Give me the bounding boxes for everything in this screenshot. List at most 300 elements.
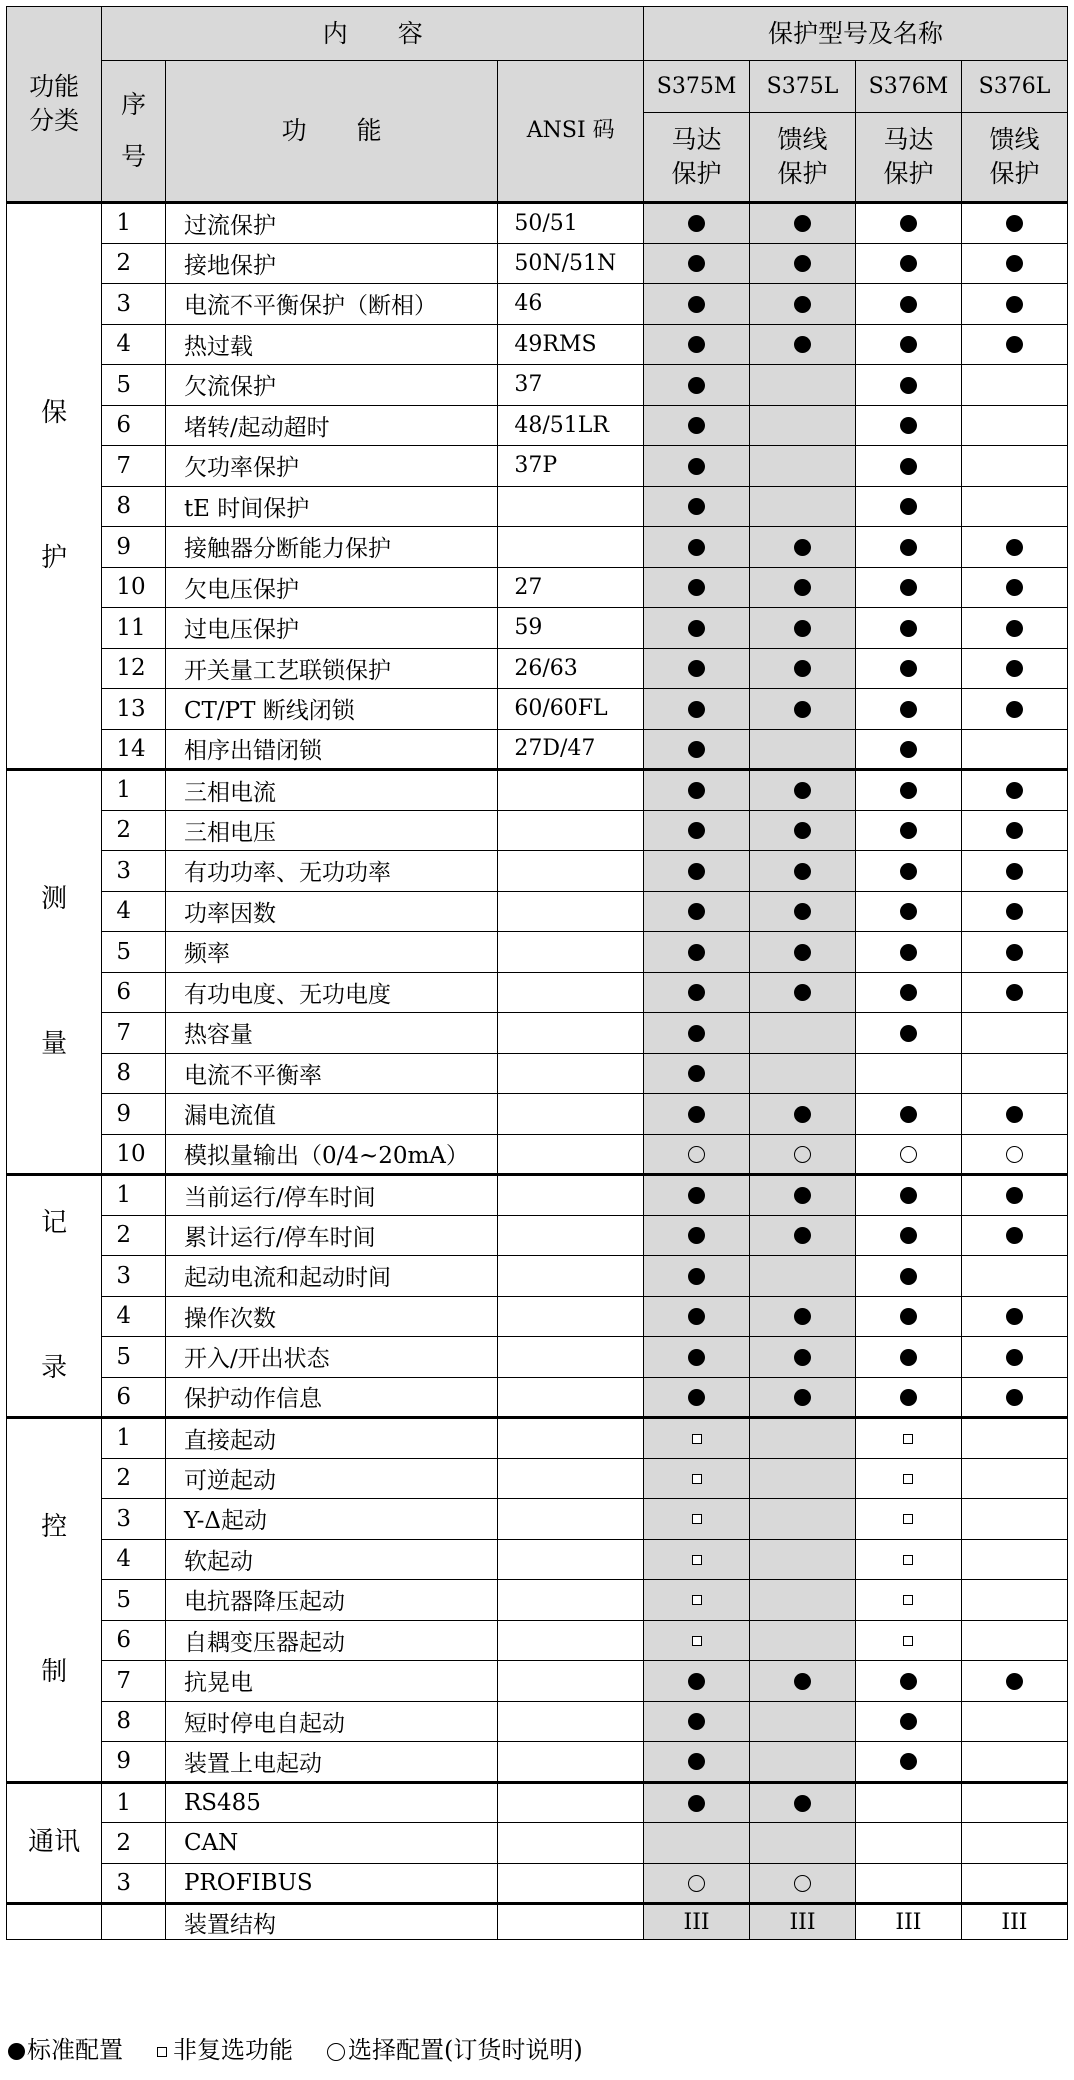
standard-config-dot-icon bbox=[794, 539, 811, 556]
config-mark-S376M bbox=[855, 1337, 961, 1378]
config-mark-S375M bbox=[644, 648, 750, 689]
config-mark-S375L bbox=[750, 1539, 856, 1580]
row-number: 14 bbox=[102, 729, 166, 770]
non-multiselect-square-icon bbox=[903, 1555, 913, 1565]
config-mark-S375M bbox=[644, 891, 750, 932]
row-number: 3 bbox=[102, 1256, 166, 1297]
config-mark-S375L bbox=[750, 1863, 856, 1904]
standard-config-dot-icon bbox=[688, 417, 705, 434]
non-multiselect-square-icon bbox=[903, 1474, 913, 1484]
row-number: 4 bbox=[102, 1296, 166, 1337]
ansi-code bbox=[498, 770, 644, 811]
ansi-code bbox=[498, 1296, 644, 1337]
standard-config-dot-icon bbox=[900, 1227, 917, 1244]
config-mark-S375L bbox=[750, 1782, 856, 1823]
function-name: 三相电压 bbox=[165, 810, 497, 851]
config-mark-S376M bbox=[855, 1013, 961, 1054]
table-row bbox=[7, 729, 1068, 770]
config-mark-S376M bbox=[855, 1620, 961, 1661]
config-mark-S376M bbox=[855, 365, 961, 406]
config-mark-S375L bbox=[750, 1094, 856, 1135]
config-mark-S375M bbox=[644, 405, 750, 446]
standard-config-dot-icon bbox=[794, 336, 811, 353]
structure-value: III bbox=[855, 1904, 961, 1940]
config-mark-S376L bbox=[961, 1256, 1067, 1297]
row-number: 1 bbox=[102, 770, 166, 811]
config-mark-S375M bbox=[644, 1175, 750, 1216]
config-mark-S376L bbox=[961, 1418, 1067, 1459]
config-mark-S375L bbox=[750, 1256, 856, 1297]
standard-config-dot-icon bbox=[1006, 579, 1023, 596]
ansi-code bbox=[498, 1661, 644, 1702]
config-mark-S376M bbox=[855, 405, 961, 446]
non-multiselect-square-icon bbox=[692, 1514, 702, 1524]
config-mark-S375L bbox=[750, 446, 856, 487]
standard-config-dot-icon bbox=[688, 660, 705, 677]
config-mark-S376M bbox=[855, 1539, 961, 1580]
config-mark-S376L bbox=[961, 1661, 1067, 1702]
config-mark-S376M bbox=[855, 1863, 961, 1904]
standard-config-dot-icon bbox=[688, 1753, 705, 1770]
structure-row bbox=[7, 1904, 1068, 1940]
standard-config-dot-icon bbox=[900, 822, 917, 839]
ansi-code bbox=[498, 1823, 644, 1864]
config-mark-S376M bbox=[855, 527, 961, 568]
table-row bbox=[7, 1215, 1068, 1256]
config-mark-S376L bbox=[961, 1580, 1067, 1621]
function-name: 功率因数 bbox=[165, 891, 497, 932]
config-mark-S376M bbox=[855, 648, 961, 689]
function-name: 三相电流 bbox=[165, 770, 497, 811]
config-mark-S375M bbox=[644, 1377, 750, 1418]
standard-config-dot-icon bbox=[688, 701, 705, 718]
function-name: 软起动 bbox=[165, 1539, 497, 1580]
standard-config-dot-icon bbox=[1006, 660, 1023, 677]
config-mark-S375L bbox=[750, 203, 856, 244]
config-mark-S376M bbox=[855, 972, 961, 1013]
ansi-code bbox=[498, 1013, 644, 1054]
config-mark-S375M bbox=[644, 1134, 750, 1175]
standard-config-dot-icon bbox=[900, 863, 917, 880]
ansi-code: 37P bbox=[498, 446, 644, 487]
category-header: 功能 分类 bbox=[7, 7, 102, 203]
standard-config-dot-icon bbox=[900, 984, 917, 1001]
standard-config-dot-icon bbox=[794, 1106, 811, 1123]
row-number: 9 bbox=[102, 1742, 166, 1783]
function-name: 操作次数 bbox=[165, 1296, 497, 1337]
function-name: CAN bbox=[165, 1823, 497, 1864]
config-mark-S375M bbox=[644, 1458, 750, 1499]
config-mark-S376M bbox=[855, 324, 961, 365]
table-row bbox=[7, 284, 1068, 325]
table-row bbox=[7, 1418, 1068, 1459]
row-number: 5 bbox=[102, 1337, 166, 1378]
config-mark-S376M bbox=[855, 608, 961, 649]
standard-config-dot-icon bbox=[1006, 1308, 1023, 1325]
config-mark-S376L bbox=[961, 729, 1067, 770]
standard-config-dot-icon bbox=[1006, 539, 1023, 556]
ansi-code bbox=[498, 1458, 644, 1499]
config-mark-S376L bbox=[961, 1134, 1067, 1175]
config-mark-S376L bbox=[961, 1053, 1067, 1094]
non-multiselect-square-icon bbox=[903, 1595, 913, 1605]
config-mark-S375M bbox=[644, 1296, 750, 1337]
row-number: 8 bbox=[102, 486, 166, 527]
config-mark-S375L bbox=[750, 1013, 856, 1054]
row-number: 8 bbox=[102, 1701, 166, 1742]
ansi-code bbox=[498, 932, 644, 973]
ansi-code bbox=[498, 972, 644, 1013]
standard-config-dot-icon bbox=[900, 1753, 917, 1770]
model-name-2: 马达 保护 bbox=[855, 113, 961, 203]
function-name: 可逆起动 bbox=[165, 1458, 497, 1499]
table-row bbox=[7, 648, 1068, 689]
config-mark-S376M bbox=[855, 1053, 961, 1094]
legend-label: 标准配置 bbox=[27, 2036, 123, 2064]
config-mark-S375M bbox=[644, 608, 750, 649]
ansi-code bbox=[498, 1094, 644, 1135]
standard-config-dot-icon bbox=[8, 2043, 25, 2060]
config-mark-S375M bbox=[644, 1863, 750, 1904]
function-name: 直接起动 bbox=[165, 1418, 497, 1459]
config-mark-S375L bbox=[750, 324, 856, 365]
ansi-code bbox=[498, 1256, 644, 1297]
category-cell: 保 护 bbox=[7, 203, 102, 770]
standard-config-dot-icon bbox=[1006, 1187, 1023, 1204]
config-mark-S375M bbox=[644, 1094, 750, 1135]
ansi-code bbox=[498, 1620, 644, 1661]
standard-config-dot-icon bbox=[794, 1308, 811, 1325]
config-mark-S375L bbox=[750, 1215, 856, 1256]
row-number: 7 bbox=[102, 1661, 166, 1702]
structure-number-cell bbox=[102, 1904, 166, 1940]
config-mark-S376L bbox=[961, 972, 1067, 1013]
ansi-code bbox=[498, 1053, 644, 1094]
function-name: 热过载 bbox=[165, 324, 497, 365]
function-name: 保护动作信息 bbox=[165, 1377, 497, 1418]
standard-config-dot-icon bbox=[794, 1187, 811, 1204]
config-mark-S376L bbox=[961, 810, 1067, 851]
standard-config-dot-icon bbox=[1006, 1106, 1023, 1123]
ansi-code bbox=[498, 1215, 644, 1256]
function-name: Y-Δ起动 bbox=[165, 1499, 497, 1540]
function-name: CT/PT 断线闭锁 bbox=[165, 689, 497, 730]
config-mark-S375L bbox=[750, 1823, 856, 1864]
config-mark-S375M bbox=[644, 770, 750, 811]
category-cell: 测 量 bbox=[7, 770, 102, 1175]
config-mark-S375M bbox=[644, 729, 750, 770]
row-number: 1 bbox=[102, 1175, 166, 1216]
model-name-1: 馈线 保护 bbox=[750, 113, 856, 203]
standard-config-dot-icon bbox=[1006, 620, 1023, 637]
optional-config-circle-icon bbox=[794, 1146, 811, 1163]
standard-config-dot-icon bbox=[900, 579, 917, 596]
function-name: 开关量工艺联锁保护 bbox=[165, 648, 497, 689]
ansi-code bbox=[498, 1580, 644, 1621]
function-name: 过电压保护 bbox=[165, 608, 497, 649]
standard-config-dot-icon bbox=[794, 296, 811, 313]
config-mark-S375L bbox=[750, 851, 856, 892]
standard-config-dot-icon bbox=[900, 1025, 917, 1042]
config-mark-S376L bbox=[961, 324, 1067, 365]
config-mark-S376L bbox=[961, 608, 1067, 649]
optional-config-circle-icon bbox=[794, 1875, 811, 1892]
standard-config-dot-icon bbox=[794, 903, 811, 920]
function-name: 模拟量输出（0/4~20mA） bbox=[165, 1134, 497, 1175]
standard-config-dot-icon bbox=[688, 1227, 705, 1244]
table-row bbox=[7, 1620, 1068, 1661]
row-number: 5 bbox=[102, 1580, 166, 1621]
non-multiselect-square-icon bbox=[692, 1595, 702, 1605]
function-name: 起动电流和起动时间 bbox=[165, 1256, 497, 1297]
config-mark-S375M bbox=[644, 1256, 750, 1297]
ansi-code: 50N/51N bbox=[498, 243, 644, 284]
config-mark-S376M bbox=[855, 1134, 961, 1175]
standard-config-dot-icon bbox=[900, 620, 917, 637]
ansi-code bbox=[498, 1175, 644, 1216]
standard-config-dot-icon bbox=[1006, 782, 1023, 799]
function-name: 欠功率保护 bbox=[165, 446, 497, 487]
ansi-code bbox=[498, 527, 644, 568]
table-row bbox=[7, 972, 1068, 1013]
config-mark-S376M bbox=[855, 932, 961, 973]
ansi-code bbox=[498, 1539, 644, 1580]
config-mark-S376M bbox=[855, 1499, 961, 1540]
row-number: 2 bbox=[102, 243, 166, 284]
table-row bbox=[7, 932, 1068, 973]
config-mark-S376M bbox=[855, 851, 961, 892]
standard-config-dot-icon bbox=[900, 944, 917, 961]
row-number: 2 bbox=[102, 810, 166, 851]
standard-config-dot-icon bbox=[688, 1795, 705, 1812]
row-number: 5 bbox=[102, 932, 166, 973]
ansi-code bbox=[498, 1499, 644, 1540]
config-mark-S376M bbox=[855, 1256, 961, 1297]
table-row bbox=[7, 486, 1068, 527]
row-number: 12 bbox=[102, 648, 166, 689]
ansi-code bbox=[498, 1134, 644, 1175]
config-mark-S376M bbox=[855, 1094, 961, 1135]
table-row bbox=[7, 567, 1068, 608]
standard-config-dot-icon bbox=[900, 782, 917, 799]
standard-config-dot-icon bbox=[794, 1673, 811, 1690]
function-name: 接触器分断能力保护 bbox=[165, 527, 497, 568]
ansi-code: 49RMS bbox=[498, 324, 644, 365]
optional-config-circle-icon bbox=[688, 1875, 705, 1892]
standard-config-dot-icon bbox=[688, 984, 705, 1001]
standard-config-dot-icon bbox=[688, 296, 705, 313]
table-row bbox=[7, 1458, 1068, 1499]
function-name: 有功功率、无功功率 bbox=[165, 851, 497, 892]
config-mark-S376L bbox=[961, 1701, 1067, 1742]
config-mark-S375L bbox=[750, 932, 856, 973]
config-mark-S375L bbox=[750, 1701, 856, 1742]
legend-label: 非复选功能 bbox=[173, 2036, 293, 2064]
ansi-code: 50/51 bbox=[498, 203, 644, 244]
ansi-code: 27D/47 bbox=[498, 729, 644, 770]
function-name: 电流不平衡率 bbox=[165, 1053, 497, 1094]
standard-config-dot-icon bbox=[900, 1389, 917, 1406]
standard-config-dot-icon bbox=[688, 620, 705, 637]
config-mark-S375L bbox=[750, 405, 856, 446]
table-row bbox=[7, 1256, 1068, 1297]
ansi-code bbox=[498, 1863, 644, 1904]
config-mark-S375M bbox=[644, 932, 750, 973]
config-mark-S375M bbox=[644, 567, 750, 608]
standard-config-dot-icon bbox=[688, 1065, 705, 1082]
row-number: 7 bbox=[102, 1013, 166, 1054]
config-mark-S376M bbox=[855, 1742, 961, 1783]
row-number: 3 bbox=[102, 1863, 166, 1904]
ansi-code bbox=[498, 1377, 644, 1418]
standard-config-dot-icon bbox=[688, 1349, 705, 1366]
row-number: 13 bbox=[102, 689, 166, 730]
row-number: 3 bbox=[102, 284, 166, 325]
non-multiselect-square-icon bbox=[692, 1434, 702, 1444]
function-name: 相序出错闭锁 bbox=[165, 729, 497, 770]
standard-config-dot-icon bbox=[900, 498, 917, 515]
non-multiselect-square-icon bbox=[903, 1514, 913, 1524]
config-mark-S375M bbox=[644, 1782, 750, 1823]
ansi-code: 60/60FL bbox=[498, 689, 644, 730]
standard-config-dot-icon bbox=[688, 539, 705, 556]
structure-label: 装置结构 bbox=[165, 1904, 497, 1940]
config-mark-S375M bbox=[644, 284, 750, 325]
standard-config-dot-icon bbox=[1006, 336, 1023, 353]
config-mark-S375M bbox=[644, 203, 750, 244]
config-mark-S375M bbox=[644, 689, 750, 730]
config-mark-S375L bbox=[750, 1337, 856, 1378]
config-mark-S375M bbox=[644, 365, 750, 406]
table-row bbox=[7, 1134, 1068, 1175]
config-mark-S375L bbox=[750, 1053, 856, 1094]
standard-config-dot-icon bbox=[688, 1187, 705, 1204]
standard-config-dot-icon bbox=[688, 336, 705, 353]
standard-config-dot-icon bbox=[900, 377, 917, 394]
table-row bbox=[7, 365, 1068, 406]
row-number: 4 bbox=[102, 891, 166, 932]
function-name: 有功电度、无功电度 bbox=[165, 972, 497, 1013]
standard-config-dot-icon bbox=[794, 984, 811, 1001]
row-number: 1 bbox=[102, 203, 166, 244]
table-row bbox=[7, 1742, 1068, 1783]
config-mark-S375L bbox=[750, 1296, 856, 1337]
model-code-0: S375M bbox=[644, 61, 750, 113]
optional-config-circle-icon bbox=[327, 2043, 345, 2061]
standard-config-dot-icon bbox=[900, 1187, 917, 1204]
config-mark-S375L bbox=[750, 486, 856, 527]
row-number: 3 bbox=[102, 1499, 166, 1540]
standard-config-dot-icon bbox=[688, 1308, 705, 1325]
legend bbox=[8, 2030, 1068, 2070]
table-row bbox=[7, 1580, 1068, 1621]
function-name: 过流保护 bbox=[165, 203, 497, 244]
config-mark-S376M bbox=[855, 284, 961, 325]
non-multiselect-square-icon bbox=[903, 1434, 913, 1444]
standard-config-dot-icon bbox=[900, 539, 917, 556]
config-mark-S375L bbox=[750, 1580, 856, 1621]
protect-models-header: 保护型号及名称 bbox=[644, 7, 1068, 61]
config-mark-S375L bbox=[750, 284, 856, 325]
row-number: 6 bbox=[102, 972, 166, 1013]
table-row bbox=[7, 608, 1068, 649]
table-row bbox=[7, 1053, 1068, 1094]
config-mark-S376M bbox=[855, 689, 961, 730]
standard-config-dot-icon bbox=[688, 1268, 705, 1285]
legend-item-ring bbox=[327, 2036, 583, 2064]
standard-config-dot-icon bbox=[794, 579, 811, 596]
config-mark-S375L bbox=[750, 1661, 856, 1702]
table-row bbox=[7, 1377, 1068, 1418]
config-mark-S376M bbox=[855, 1296, 961, 1337]
standard-config-dot-icon bbox=[688, 215, 705, 232]
row-number: 6 bbox=[102, 1620, 166, 1661]
function-name: RS485 bbox=[165, 1782, 497, 1823]
standard-config-dot-icon bbox=[900, 296, 917, 313]
config-mark-S375L bbox=[750, 1175, 856, 1216]
config-mark-S375L bbox=[750, 770, 856, 811]
standard-config-dot-icon bbox=[900, 1673, 917, 1690]
config-mark-S376L bbox=[961, 932, 1067, 973]
optional-config-circle-icon bbox=[688, 1146, 705, 1163]
config-mark-S376M bbox=[855, 1782, 961, 1823]
table-row bbox=[7, 1499, 1068, 1540]
standard-config-dot-icon bbox=[688, 458, 705, 475]
standard-config-dot-icon bbox=[794, 215, 811, 232]
standard-config-dot-icon bbox=[1006, 215, 1023, 232]
config-mark-S376M bbox=[855, 243, 961, 284]
standard-config-dot-icon bbox=[900, 417, 917, 434]
config-mark-S376L bbox=[961, 486, 1067, 527]
standard-config-dot-icon bbox=[794, 701, 811, 718]
config-mark-S375M bbox=[644, 1661, 750, 1702]
standard-config-dot-icon bbox=[900, 1308, 917, 1325]
config-mark-S376M bbox=[855, 810, 961, 851]
standard-config-dot-icon bbox=[1006, 1349, 1023, 1366]
config-mark-S376L bbox=[961, 1013, 1067, 1054]
standard-config-dot-icon bbox=[794, 1227, 811, 1244]
config-mark-S375M bbox=[644, 324, 750, 365]
table-row bbox=[7, 243, 1068, 284]
config-mark-S375M bbox=[644, 972, 750, 1013]
non-multiselect-square-icon bbox=[903, 1636, 913, 1646]
config-mark-S376M bbox=[855, 1418, 961, 1459]
standard-config-dot-icon bbox=[688, 579, 705, 596]
row-number: 11 bbox=[102, 608, 166, 649]
standard-config-dot-icon bbox=[1006, 903, 1023, 920]
config-mark-S375M bbox=[644, 851, 750, 892]
config-mark-S376L bbox=[961, 284, 1067, 325]
ansi-code bbox=[498, 1742, 644, 1783]
config-mark-S375M bbox=[644, 810, 750, 851]
function-name: 当前运行/停车时间 bbox=[165, 1175, 497, 1216]
standard-config-dot-icon bbox=[900, 1713, 917, 1730]
standard-config-dot-icon bbox=[794, 944, 811, 961]
function-name: 欠电压保护 bbox=[165, 567, 497, 608]
category-cell: 记 录 bbox=[7, 1175, 102, 1418]
config-mark-S375M bbox=[644, 1499, 750, 1540]
config-mark-S376L bbox=[961, 891, 1067, 932]
row-number: 4 bbox=[102, 324, 166, 365]
structure-value: III bbox=[644, 1904, 750, 1940]
row-number: 10 bbox=[102, 567, 166, 608]
standard-config-dot-icon bbox=[1006, 822, 1023, 839]
structure-value: III bbox=[750, 1904, 856, 1940]
table-row bbox=[7, 1782, 1068, 1823]
category-cell: 控 制 bbox=[7, 1418, 102, 1783]
ansi-code: 46 bbox=[498, 284, 644, 325]
config-mark-S376M bbox=[855, 486, 961, 527]
